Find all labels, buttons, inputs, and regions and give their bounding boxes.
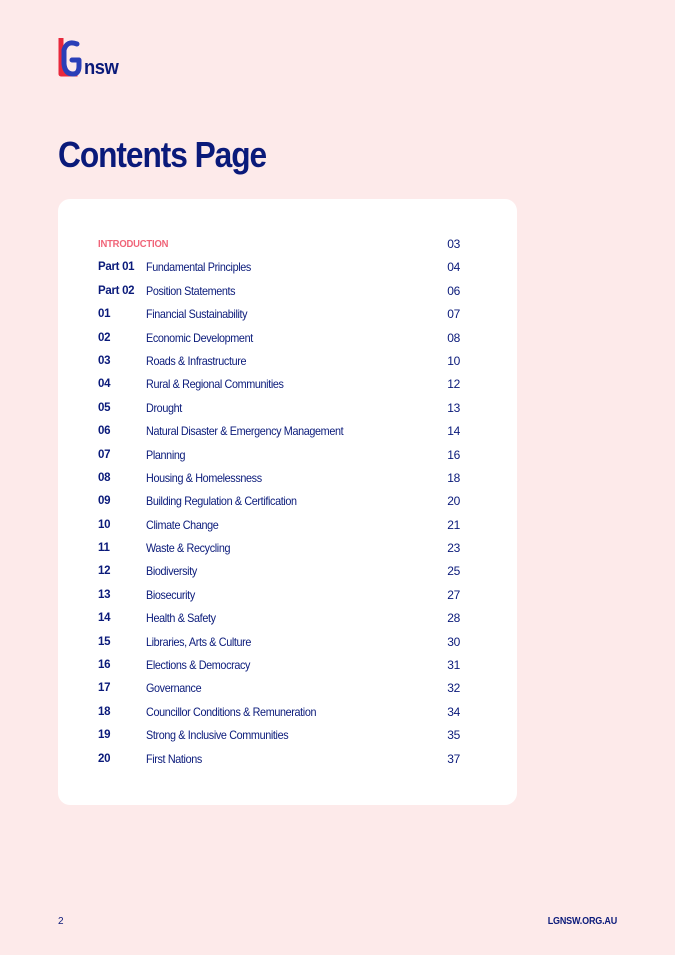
toc-title: Position Statements: [146, 283, 236, 298]
toc-row[interactable]: [98, 654, 460, 677]
toc-row[interactable]: [98, 444, 460, 467]
lgnsw-logo-mark: [57, 38, 127, 78]
toc-number: 10: [98, 518, 111, 531]
toc-row[interactable]: [98, 631, 460, 654]
contents-card: [58, 199, 517, 805]
toc-number: 14: [98, 612, 111, 625]
toc-number: 01: [98, 308, 111, 321]
toc-title: Biodiversity: [146, 564, 197, 579]
toc-number: Part 02: [98, 284, 135, 297]
toc-row[interactable]: [98, 397, 460, 420]
toc-page-number: 10: [447, 353, 460, 368]
toc-row[interactable]: [98, 467, 460, 490]
toc-page-number: 14: [447, 424, 460, 439]
toc-row[interactable]: [98, 256, 460, 279]
toc-number: 07: [98, 448, 111, 461]
toc-title: Waste & Recycling: [146, 541, 231, 556]
toc-page-number: 21: [447, 517, 460, 532]
toc-page-number: 25: [447, 564, 460, 579]
toc-row[interactable]: [98, 420, 460, 443]
toc-page-number: 30: [447, 634, 460, 649]
toc-page-number: 12: [447, 377, 460, 392]
toc-row[interactable]: [98, 607, 460, 630]
toc-number: 12: [98, 565, 111, 578]
toc-title: Housing & Homelessness: [146, 470, 262, 485]
toc-title: Elections & Democracy: [146, 658, 251, 673]
toc-row[interactable]: [98, 373, 460, 396]
toc-title: Councillor Conditions & Remuneration: [146, 704, 317, 719]
toc-page-number: 37: [447, 751, 460, 766]
logo-text: nsw: [84, 57, 119, 78]
footer-page-number: 2: [58, 916, 64, 927]
toc-title: Governance: [146, 681, 202, 696]
toc-title: Fundamental Principles: [146, 260, 251, 275]
table-of-contents: [98, 233, 460, 771]
toc-number: 06: [98, 425, 111, 438]
toc-row[interactable]: [98, 280, 460, 303]
toc-number: 05: [98, 401, 111, 414]
toc-number: 13: [98, 588, 111, 601]
toc-page-number: 32: [447, 681, 460, 696]
toc-number: 16: [98, 659, 111, 672]
toc-number: 09: [98, 495, 111, 508]
toc-title: Financial Sustainability: [146, 307, 248, 322]
toc-page-number: 18: [447, 470, 460, 485]
toc-page-number: 13: [447, 400, 460, 415]
toc-title: Planning: [146, 447, 186, 462]
toc-number: 04: [98, 378, 111, 391]
toc-page-number: 27: [447, 587, 460, 602]
toc-number: INTRODUCTION: [98, 238, 169, 250]
toc-page-number: 20: [447, 494, 460, 509]
toc-page-number: 28: [447, 611, 460, 626]
toc-row[interactable]: [98, 677, 460, 700]
toc-number: 08: [98, 471, 111, 484]
toc-page-number: 31: [447, 658, 460, 673]
toc-number: 19: [98, 729, 111, 742]
toc-number: 11: [98, 542, 110, 555]
toc-title: Strong & Inclusive Communities: [146, 728, 289, 743]
toc-row[interactable]: [98, 327, 460, 350]
toc-row[interactable]: [98, 584, 460, 607]
toc-page-number: 16: [447, 447, 460, 462]
toc-number: 03: [98, 354, 111, 367]
toc-number: 20: [98, 752, 111, 765]
lgnsw-logo: [57, 38, 127, 78]
toc-page-number: 35: [447, 728, 460, 743]
toc-row[interactable]: [98, 701, 460, 724]
toc-number: 15: [98, 635, 111, 648]
toc-page-number: 08: [447, 330, 460, 345]
page-title: Contents Page: [58, 134, 267, 175]
toc-title: Libraries, Arts & Culture: [146, 634, 252, 649]
toc-page-number: 07: [447, 307, 460, 322]
toc-row[interactable]: [98, 350, 460, 373]
toc-title: Rural & Regional Communities: [146, 377, 284, 392]
toc-row[interactable]: [98, 560, 460, 583]
toc-row[interactable]: [98, 724, 460, 747]
toc-number: Part 01: [98, 261, 135, 274]
toc-title: First Nations: [146, 751, 202, 766]
toc-title: Roads & Infrastructure: [146, 353, 247, 368]
toc-row[interactable]: [98, 537, 460, 560]
toc-page-number: 03: [447, 237, 460, 251]
toc-number: 02: [98, 331, 111, 344]
toc-row[interactable]: [98, 490, 460, 513]
toc-row[interactable]: [98, 748, 460, 771]
toc-page-number: 04: [447, 260, 460, 275]
toc-number: 18: [98, 705, 111, 718]
toc-title: Biosecurity: [146, 587, 195, 602]
toc-page-number: 06: [447, 283, 460, 298]
footer-url[interactable]: LGNSW.ORG.AU: [547, 916, 617, 927]
toc-page-number: 23: [447, 541, 460, 556]
toc-title: Drought: [146, 400, 182, 415]
toc-row[interactable]: [98, 303, 460, 326]
toc-row[interactable]: [98, 514, 460, 537]
toc-page-number: 34: [447, 704, 460, 719]
toc-title: Natural Disaster & Emergency Management: [146, 424, 344, 439]
toc-row-introduction[interactable]: [98, 233, 460, 256]
toc-title: Building Regulation & Certification: [146, 494, 297, 509]
toc-number: 17: [98, 682, 111, 695]
toc-title: Economic Development: [146, 330, 253, 345]
toc-title: Climate Change: [146, 517, 219, 532]
toc-title: Health & Safety: [146, 611, 216, 626]
